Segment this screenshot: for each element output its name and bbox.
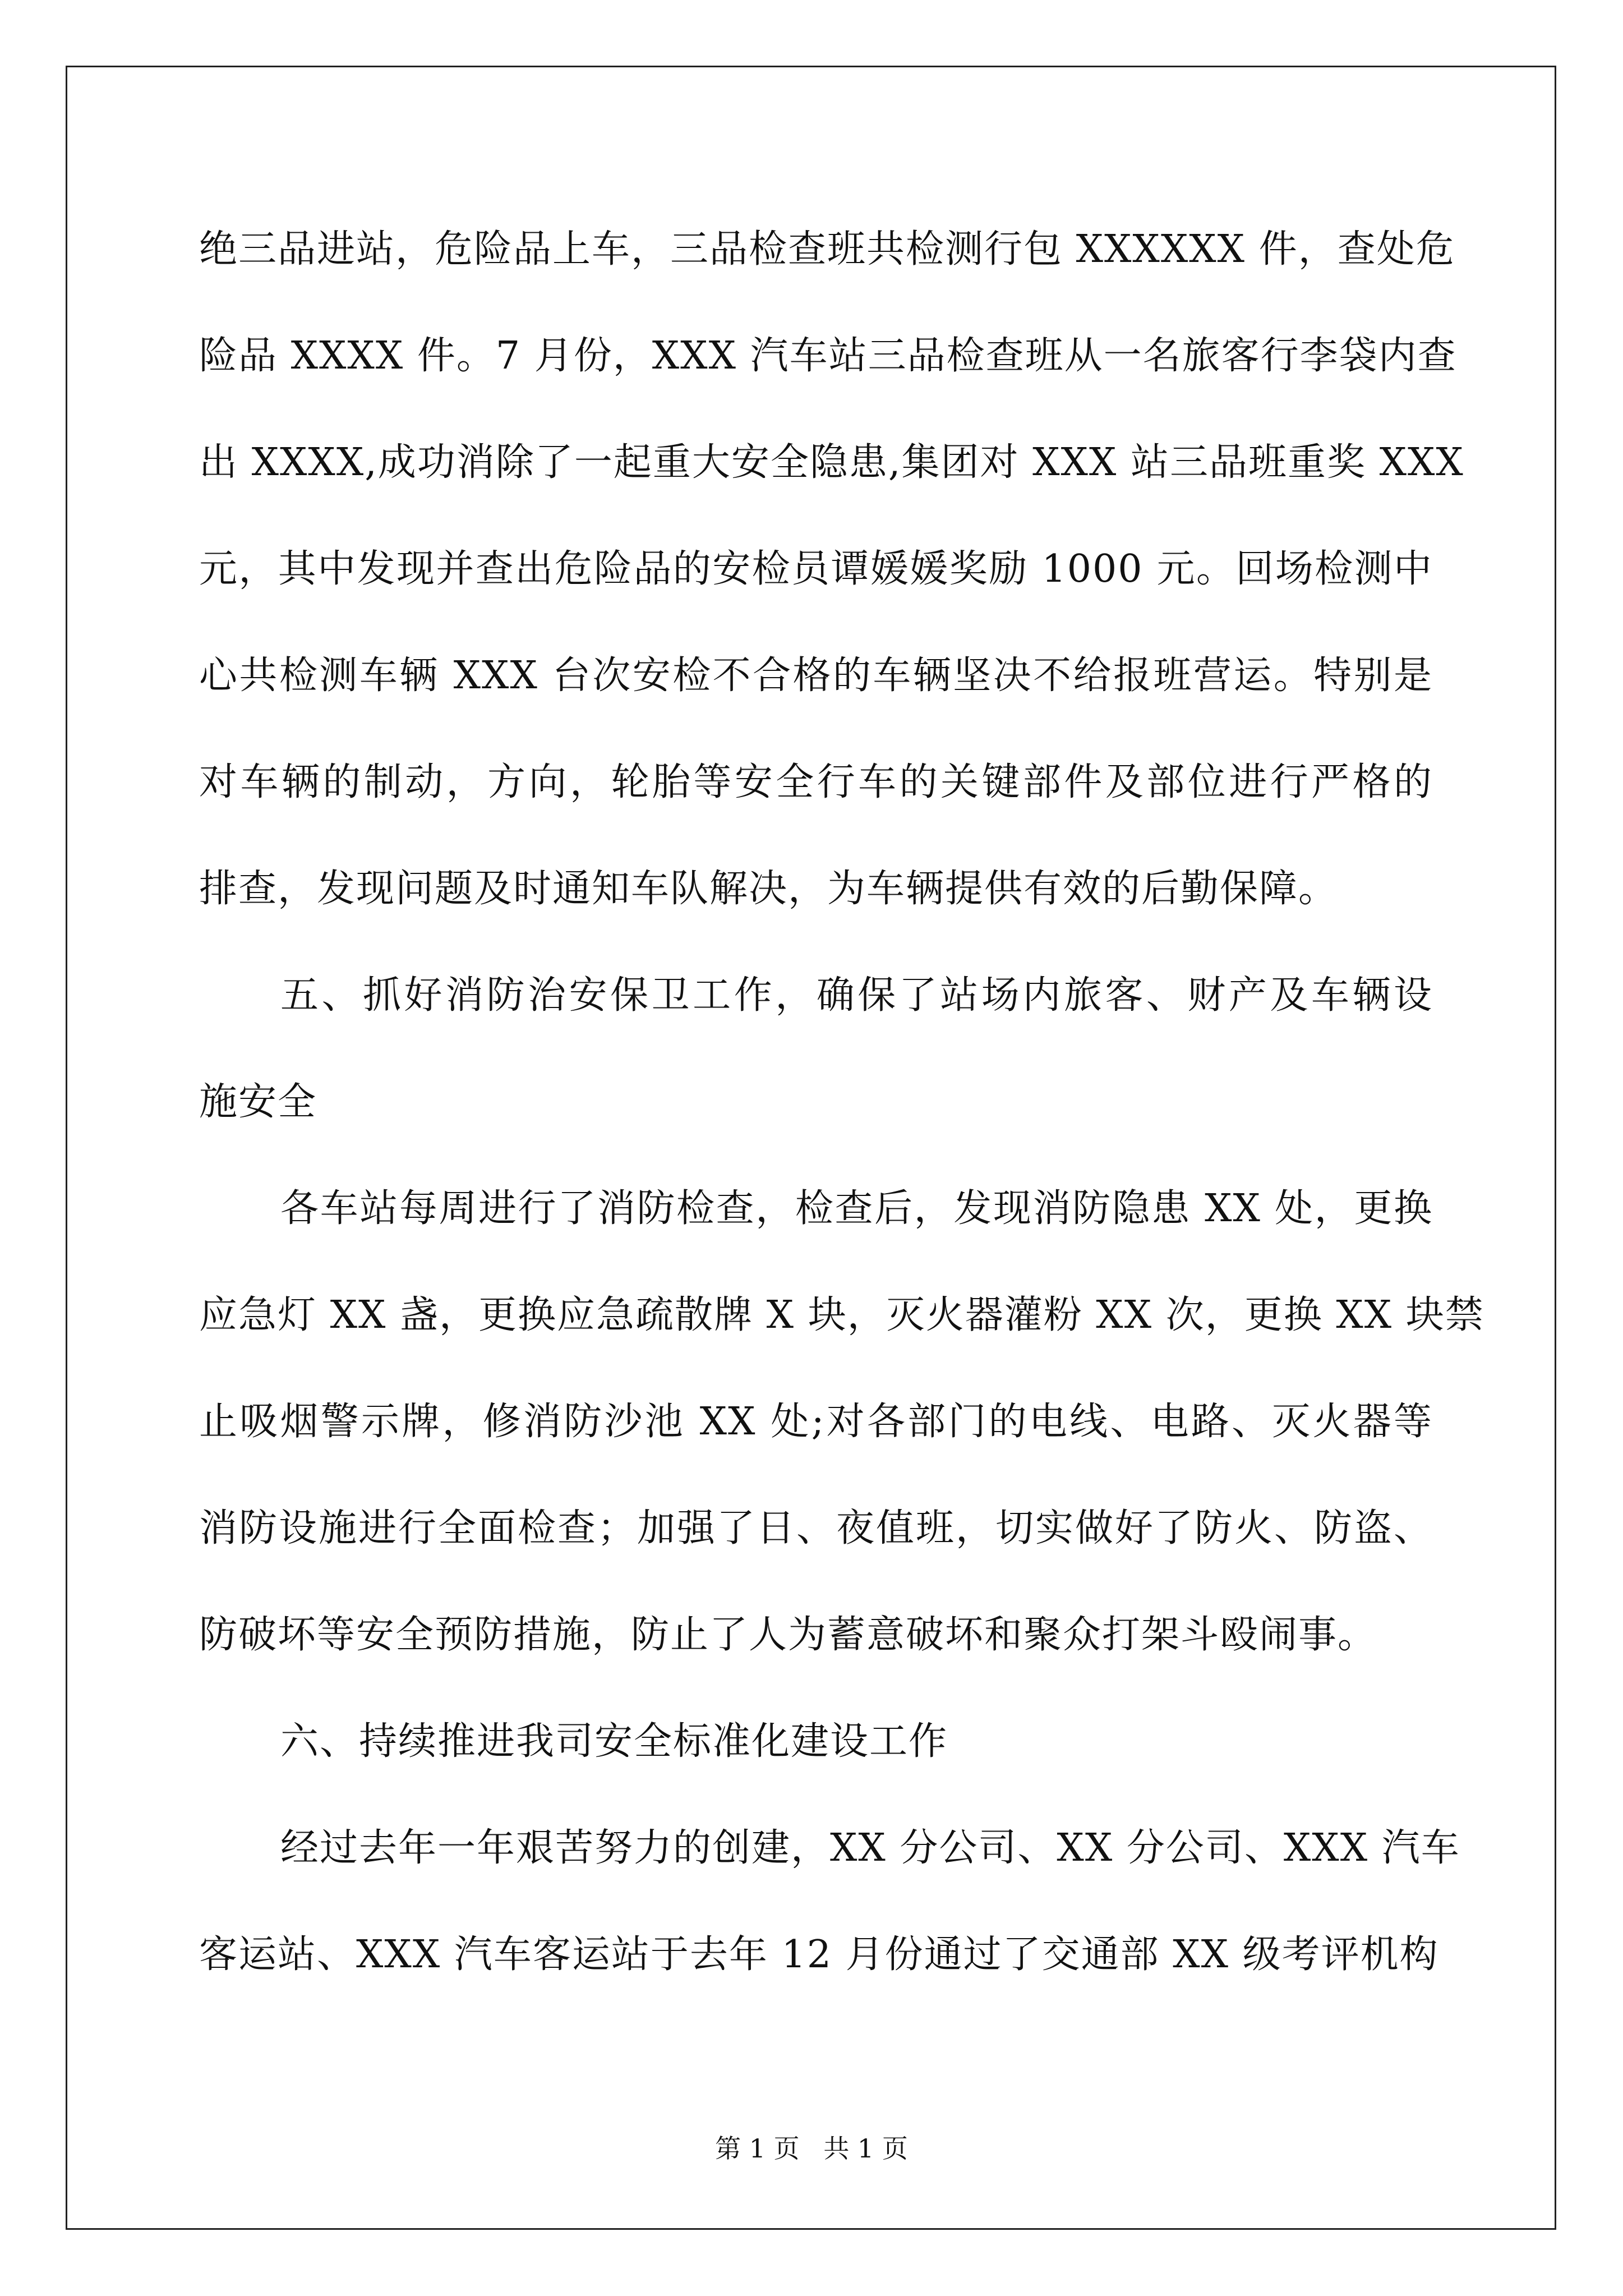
- page-number-current: 第 1 页: [715, 2133, 800, 2164]
- page-footer: [0, 2132, 1623, 2165]
- section-heading-line: 施安全: [199, 1080, 317, 1124]
- body-text-line: 应急灯 XX 盏，更换应急疏散牌 X 块，灭火器灌粉 XX 次，更换 XX 块禁: [199, 1293, 1484, 1337]
- body-text-line: 止吸烟警示牌，修消防沙池 XX 处;对各部门的电线、电路、灭火器等: [199, 1400, 1433, 1444]
- body-text-line: 险品 XXXX 件。7 月份，XXX 汽车站三品检查班从一名旅客行李袋内查: [199, 334, 1457, 378]
- body-text-line: 消防设施进行全面检查；加强了日、夜值班，切实做好了防火、防盗、: [199, 1506, 1433, 1550]
- body-text-line: 客运站、XXX 汽车客运站于去年 12 月份通过了交通部 XX 级考评机构: [199, 1932, 1439, 1977]
- page-number-total: 共 1 页: [823, 2133, 908, 2164]
- body-text-line: 元，其中发现并查出危险品的安检员谭媛媛奖励 1000 元。回场检测中: [199, 547, 1433, 591]
- section-heading-line: 六、持续推进我司安全标准化建设工作: [280, 1719, 948, 1764]
- body-text-line: 对车辆的制动，方向，轮胎等安全行车的关键部件及部位进行严格的: [199, 760, 1433, 804]
- body-text-line: 心共检测车辆 XXX 台次安检不合格的车辆坚决不给报班营运。特别是: [199, 654, 1433, 698]
- body-text-line: 出 XXXX,成功消除了一起重大安全隐患,集团对 XXX 站三品班重奖 XXX: [199, 440, 1464, 485]
- body-text-line: 排查，发现问题及时通知车队解决，为车辆提供有效的后勤保障。: [199, 867, 1338, 911]
- body-text-line: 防破坏等安全预防措施，防止了人为蓄意破坏和聚众打架斗殴闹事。: [199, 1613, 1377, 1657]
- section-heading-line: 五、抓好消防治安保卫工作，确保了站场内旅客、财产及车辆设: [280, 973, 1433, 1018]
- body-text-line: 各车站每周进行了消防检查，检查后，发现消防隐患 XX 处，更换: [280, 1186, 1433, 1231]
- body-text-line: 经过去年一年艰苦努力的创建，XX 分公司、XX 分公司、XXX 汽车: [280, 1826, 1460, 1870]
- body-text-line: 绝三品进站，危险品上车，三品检查班共检测行包 XXXXXX 件，查处危: [199, 227, 1455, 272]
